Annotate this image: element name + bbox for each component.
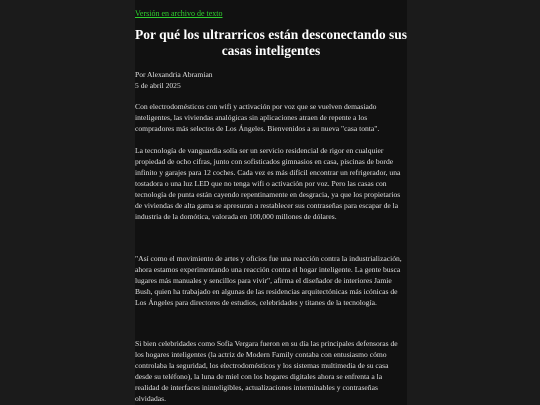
paragraph-4: Si bien celebridades como Sofía Vergara fueron en su día las principales defensoras de los hogares inteligentes (la actriz de Modern Family contaba con entusiasmo cómo controlaba la seguridad, los electrodomésticos y los sistemas multimedia de su casa desde su teléfono), la luna de miel con los hogares digitales ahora se enfrenta a la realidad de interfaces ininteligibles, actualizaciones interminables y contraseñas olvidadas. [135, 339, 398, 403]
paragraph-intro: Con electrodomésticos con wifi y activación por voz que se vuelven demasiado inteligentes, las viviendas analógicas sin aplicaciones atraen de repente a los compradores más selectos de Los Ángeles. Bienvenidos a su nueva "casa tonta". [135, 102, 380, 133]
author: Por Alexandria Abramian [135, 70, 213, 79]
paragraph-3: "Así como el movimiento de artes y oficios fue una reacción contra la industrialización, ahora estamos experimentando una reacción contra el hogar inteligente. La gente busca lugares más manuales y sencillos para vivir", afirma el diseñador de interiores Jamie Bush, quien ha trabajado en algunas de las residencias arquitectónicas más icónicas de Los Ángeles para directores de estudios, celebridades y titanes de la tecnología. [135, 254, 402, 307]
text-version-link[interactable]: Versión en archivo de texto [135, 9, 223, 18]
paragraph-2: La tecnología de vanguardia solía ser un servicio residencial de rigor en cualquier propiedad de ocho cifras, junto con sofisticados gimnasios en casa, piscinas de borde infinito y garajes para 12 coches. Cada vez es más difícil encontrar un refrigerador, una tostadora o una luz LED que no tenga wifi o activación por voz. Pero las casas con tecnología de punta están cayendo repentinamente en desgracia, ya que los propietarios de viviendas de alta gama se apresuran a restablecer sus contraseñas para escapar de la industria de la domótica, valorada en 100,000 millones de dólares. [135, 146, 401, 221]
publish-date: 5 de abril 2025 [135, 80, 181, 90]
article-title: Por qué los ultrarricos están desconectando sus casas inteligentes [135, 27, 407, 58]
byline [135, 70, 407, 91]
